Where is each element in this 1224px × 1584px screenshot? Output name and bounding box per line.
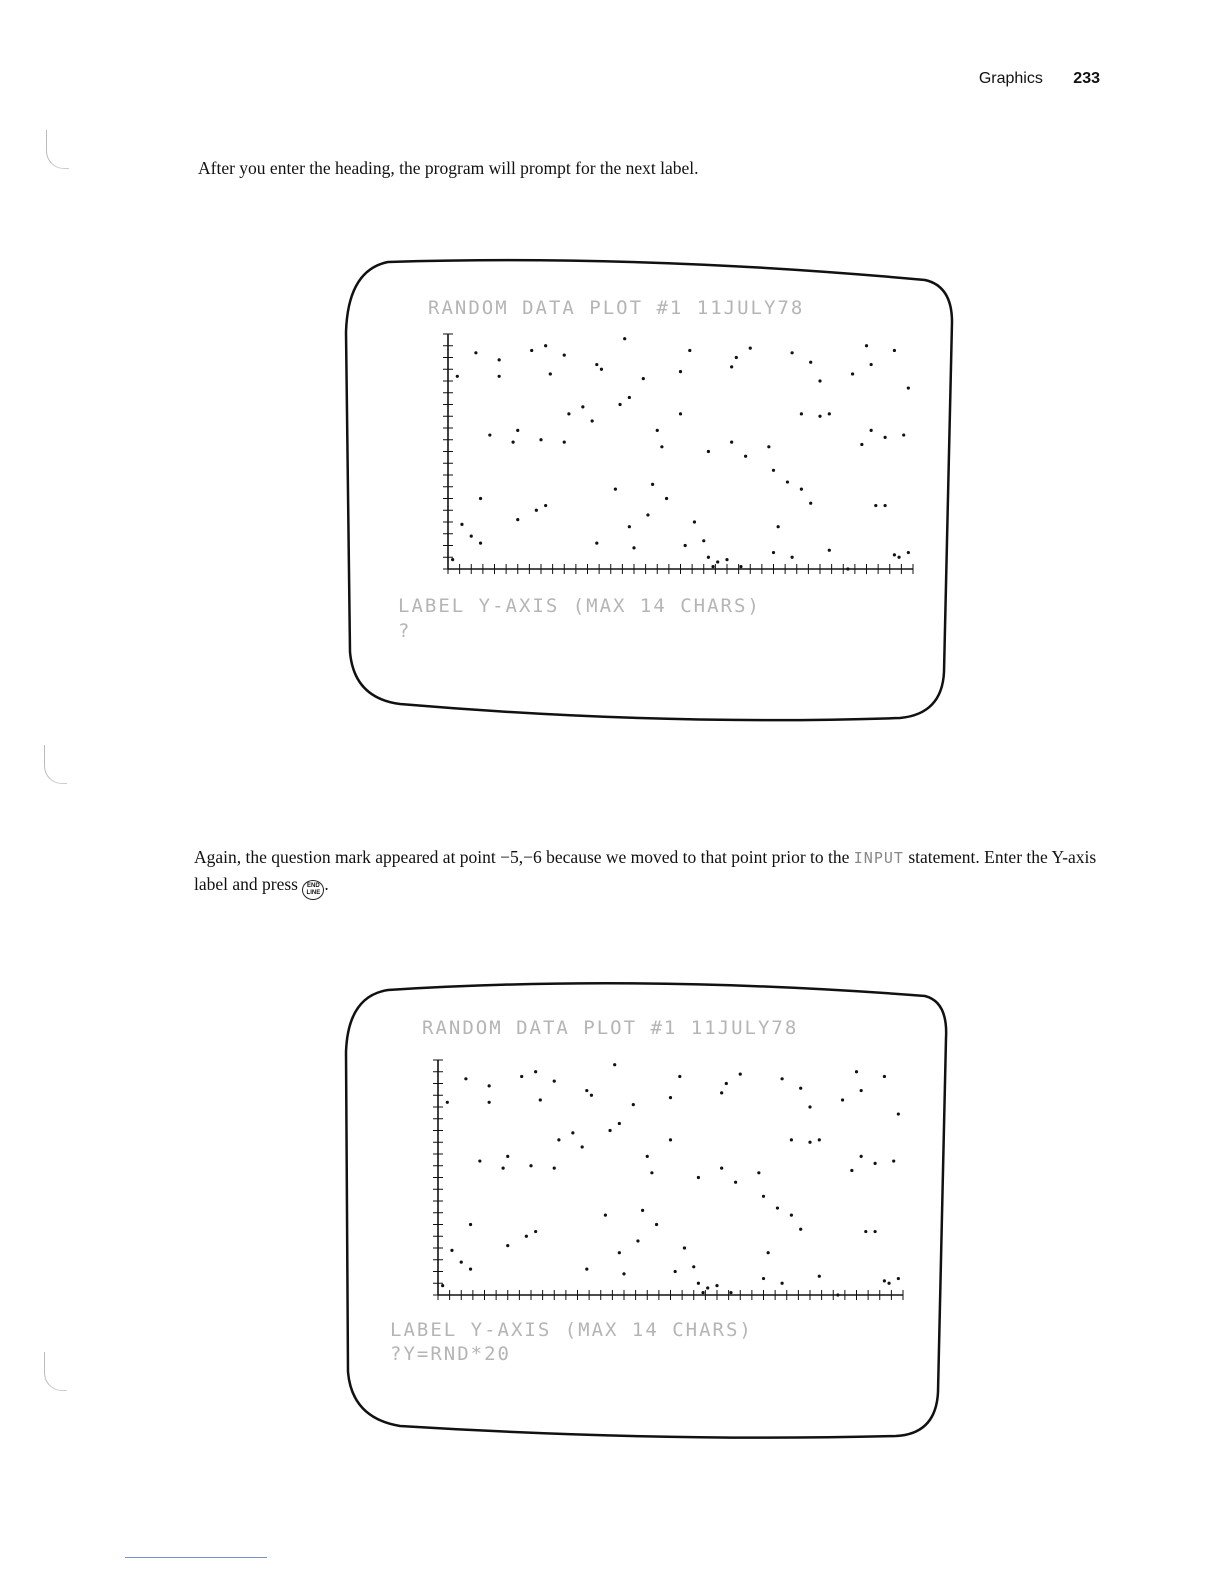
data-point [632, 1103, 635, 1106]
data-point [772, 551, 775, 554]
data-point [762, 1277, 765, 1280]
data-point [874, 1230, 877, 1233]
data-point [464, 1077, 467, 1080]
data-point [623, 337, 626, 340]
data-point [702, 539, 705, 542]
data-point [818, 1138, 821, 1141]
data-point [777, 525, 780, 528]
data-point [441, 1284, 444, 1287]
data-point [897, 1277, 900, 1280]
data-point [469, 1223, 472, 1226]
data-point [808, 1105, 811, 1108]
data-point [772, 469, 775, 472]
data-point [809, 361, 812, 364]
input-line: ? [398, 620, 412, 642]
data-point [488, 1101, 491, 1104]
data-point [693, 520, 696, 523]
data-point [767, 1251, 770, 1254]
data-point [883, 1075, 886, 1078]
data-point [892, 1159, 895, 1162]
data-point [553, 1167, 556, 1170]
data-point [679, 412, 682, 415]
data-point [460, 1261, 463, 1264]
data-point [707, 450, 710, 453]
margin-mark [44, 1352, 67, 1391]
data-point [897, 556, 900, 559]
data-point [684, 544, 687, 547]
prompt-label: LABEL Y-AXIS (MAX 14 CHARS) [390, 1319, 753, 1341]
data-point [544, 344, 547, 347]
data-point [534, 1070, 537, 1073]
data-point [479, 497, 482, 500]
plot-axes [433, 1060, 903, 1300]
data-point [776, 1206, 779, 1209]
data-point [474, 351, 477, 354]
data-point [591, 419, 594, 422]
data-point [874, 1162, 877, 1165]
plot-title: RANDOM DATA PLOT #1 11JULY78 [422, 1017, 799, 1039]
data-point [902, 433, 905, 436]
data-point [701, 1291, 704, 1294]
data-point [581, 405, 584, 408]
data-point [730, 441, 733, 444]
plot-points [451, 337, 910, 570]
data-point [697, 1282, 700, 1285]
data-point [614, 488, 617, 491]
data-point [711, 565, 714, 568]
data-point [456, 375, 459, 378]
data-point [897, 1112, 900, 1115]
data-point [883, 1279, 886, 1282]
data-point [720, 1167, 723, 1170]
data-point [841, 1098, 844, 1101]
data-point [553, 1080, 556, 1083]
data-point [488, 1084, 491, 1087]
data-point [735, 356, 738, 359]
data-point [512, 441, 515, 444]
data-point [781, 1077, 784, 1080]
data-point [604, 1214, 607, 1217]
data-point [571, 1131, 574, 1134]
data-point [808, 1141, 811, 1144]
data-point [646, 513, 649, 516]
data-point [791, 351, 794, 354]
plot-title: RANDOM DATA PLOT #1 11JULY78 [428, 297, 805, 319]
data-point [618, 1251, 621, 1254]
data-point [628, 396, 631, 399]
data-point [529, 1164, 532, 1167]
data-point [907, 386, 910, 389]
data-point [622, 1272, 625, 1275]
data-point [585, 1268, 588, 1271]
data-point [641, 1209, 644, 1212]
data-point [865, 344, 868, 347]
data-point [669, 1096, 672, 1099]
data-point [860, 1155, 863, 1158]
data-point [893, 349, 896, 352]
data-point [720, 1091, 723, 1094]
data-point [525, 1235, 528, 1238]
data-point [809, 502, 812, 505]
data-point [818, 379, 821, 382]
data-point [893, 553, 896, 556]
input-keyword: INPUT [853, 848, 904, 867]
data-point [725, 558, 728, 561]
data-point [669, 1138, 672, 1141]
data-point [608, 1129, 611, 1132]
data-point [539, 438, 542, 441]
data-point [488, 433, 491, 436]
data-point [739, 1073, 742, 1076]
data-point [451, 558, 454, 561]
running-head [900, 70, 1100, 88]
data-point [535, 509, 538, 512]
data-point [688, 349, 691, 352]
data-point [707, 556, 710, 559]
data-point [516, 518, 519, 521]
data-point [646, 1155, 649, 1158]
margin-mark [44, 745, 67, 784]
data-point [585, 1089, 588, 1092]
data-point [469, 1268, 472, 1271]
data-point [762, 1195, 765, 1198]
data-point [539, 1098, 542, 1101]
section-title: Graphics [978, 70, 1043, 87]
data-point [502, 1167, 505, 1170]
data-point [665, 497, 668, 500]
prompt-label: LABEL Y-AXIS (MAX 14 CHARS) [398, 595, 761, 617]
instruction-end: . [324, 873, 329, 894]
data-point [679, 370, 682, 373]
data-point [739, 565, 742, 568]
data-point [818, 1275, 821, 1278]
data-point [450, 1249, 453, 1252]
input-line: ?Y=RND*20 [390, 1343, 511, 1365]
data-point [800, 488, 803, 491]
data-point [520, 1075, 523, 1078]
data-point [651, 483, 654, 486]
data-point [516, 429, 519, 432]
data-point [799, 1087, 802, 1090]
data-point [506, 1155, 509, 1158]
paragraph-instruction [194, 844, 1134, 900]
data-point [678, 1075, 681, 1078]
data-point [590, 1094, 593, 1097]
data-point [781, 1282, 784, 1285]
data-point [613, 1063, 616, 1066]
data-point [828, 549, 831, 552]
data-point [887, 1282, 890, 1285]
data-point [692, 1265, 695, 1268]
data-point [642, 377, 645, 380]
data-point [907, 551, 910, 554]
plot-axes [443, 334, 913, 574]
data-point [791, 556, 794, 559]
data-point [595, 363, 598, 366]
data-point [479, 542, 482, 545]
data-point [870, 363, 873, 366]
data-point [855, 1070, 858, 1073]
key-label-bottom: LINE [306, 889, 321, 896]
data-point [656, 429, 659, 432]
data-point [618, 1122, 621, 1125]
scatter-plot [433, 1060, 903, 1300]
data-point [567, 412, 570, 415]
data-point [581, 1145, 584, 1148]
plot-points [441, 1063, 900, 1297]
data-point [506, 1244, 509, 1247]
data-point [800, 412, 803, 415]
data-point [595, 542, 598, 545]
crt-screen-1 [340, 252, 960, 726]
data-point [498, 375, 501, 378]
key-label-top: END [307, 882, 320, 889]
data-point [715, 1284, 718, 1287]
data-point [744, 455, 747, 458]
data-point [874, 504, 877, 507]
page-number: 233 [1073, 70, 1100, 87]
data-point [790, 1138, 793, 1141]
data-point [557, 1138, 560, 1141]
data-point [846, 567, 849, 570]
data-point [864, 1230, 867, 1233]
data-point [674, 1270, 677, 1273]
data-point [836, 1293, 839, 1296]
data-point [767, 445, 770, 448]
paragraph-intro: After you enter the heading, the program will prompt for the next label. [198, 157, 699, 178]
data-point [730, 365, 733, 368]
data-point [478, 1159, 481, 1162]
data-point [818, 415, 821, 418]
data-point [470, 535, 473, 538]
data-point [725, 1082, 728, 1085]
data-point [860, 1089, 863, 1092]
margin-mark [46, 130, 69, 169]
crt-screen-2 [340, 972, 960, 1446]
data-point [549, 372, 552, 375]
data-point [716, 560, 719, 563]
data-point [749, 347, 752, 350]
data-point [530, 349, 533, 352]
data-point [799, 1228, 802, 1231]
data-point [498, 358, 501, 361]
instruction-text-after: statement. Enter the Y-axis label and press [194, 846, 1097, 894]
data-point [697, 1176, 700, 1179]
data-point [563, 354, 566, 357]
instruction-text-before: Again, the question mark appeared at point −5,−6 because we moved to that point prior to the [194, 846, 854, 867]
data-point [660, 445, 663, 448]
data-point [706, 1286, 709, 1289]
footer-rule [125, 1557, 267, 1558]
data-point [734, 1181, 737, 1184]
data-point [600, 368, 603, 371]
data-point [729, 1291, 732, 1294]
end-line-key-icon [302, 880, 324, 900]
data-point [790, 1214, 793, 1217]
data-point [636, 1239, 639, 1242]
crt-bezel [346, 983, 946, 1437]
data-point [851, 372, 854, 375]
data-point [628, 525, 631, 528]
data-point [683, 1246, 686, 1249]
data-point [618, 403, 621, 406]
data-point [446, 1101, 449, 1104]
data-point [828, 412, 831, 415]
data-point [534, 1230, 537, 1233]
data-point [563, 441, 566, 444]
data-point [632, 546, 635, 549]
data-point [870, 429, 873, 432]
data-point [460, 523, 463, 526]
data-point [650, 1171, 653, 1174]
data-point [850, 1169, 853, 1172]
data-point [884, 436, 887, 439]
data-point [860, 443, 863, 446]
data-point [757, 1171, 760, 1174]
data-point [655, 1223, 658, 1226]
scatter-plot [443, 334, 913, 574]
data-point [786, 480, 789, 483]
crt-bezel [346, 260, 952, 720]
data-point [884, 504, 887, 507]
data-point [544, 504, 547, 507]
